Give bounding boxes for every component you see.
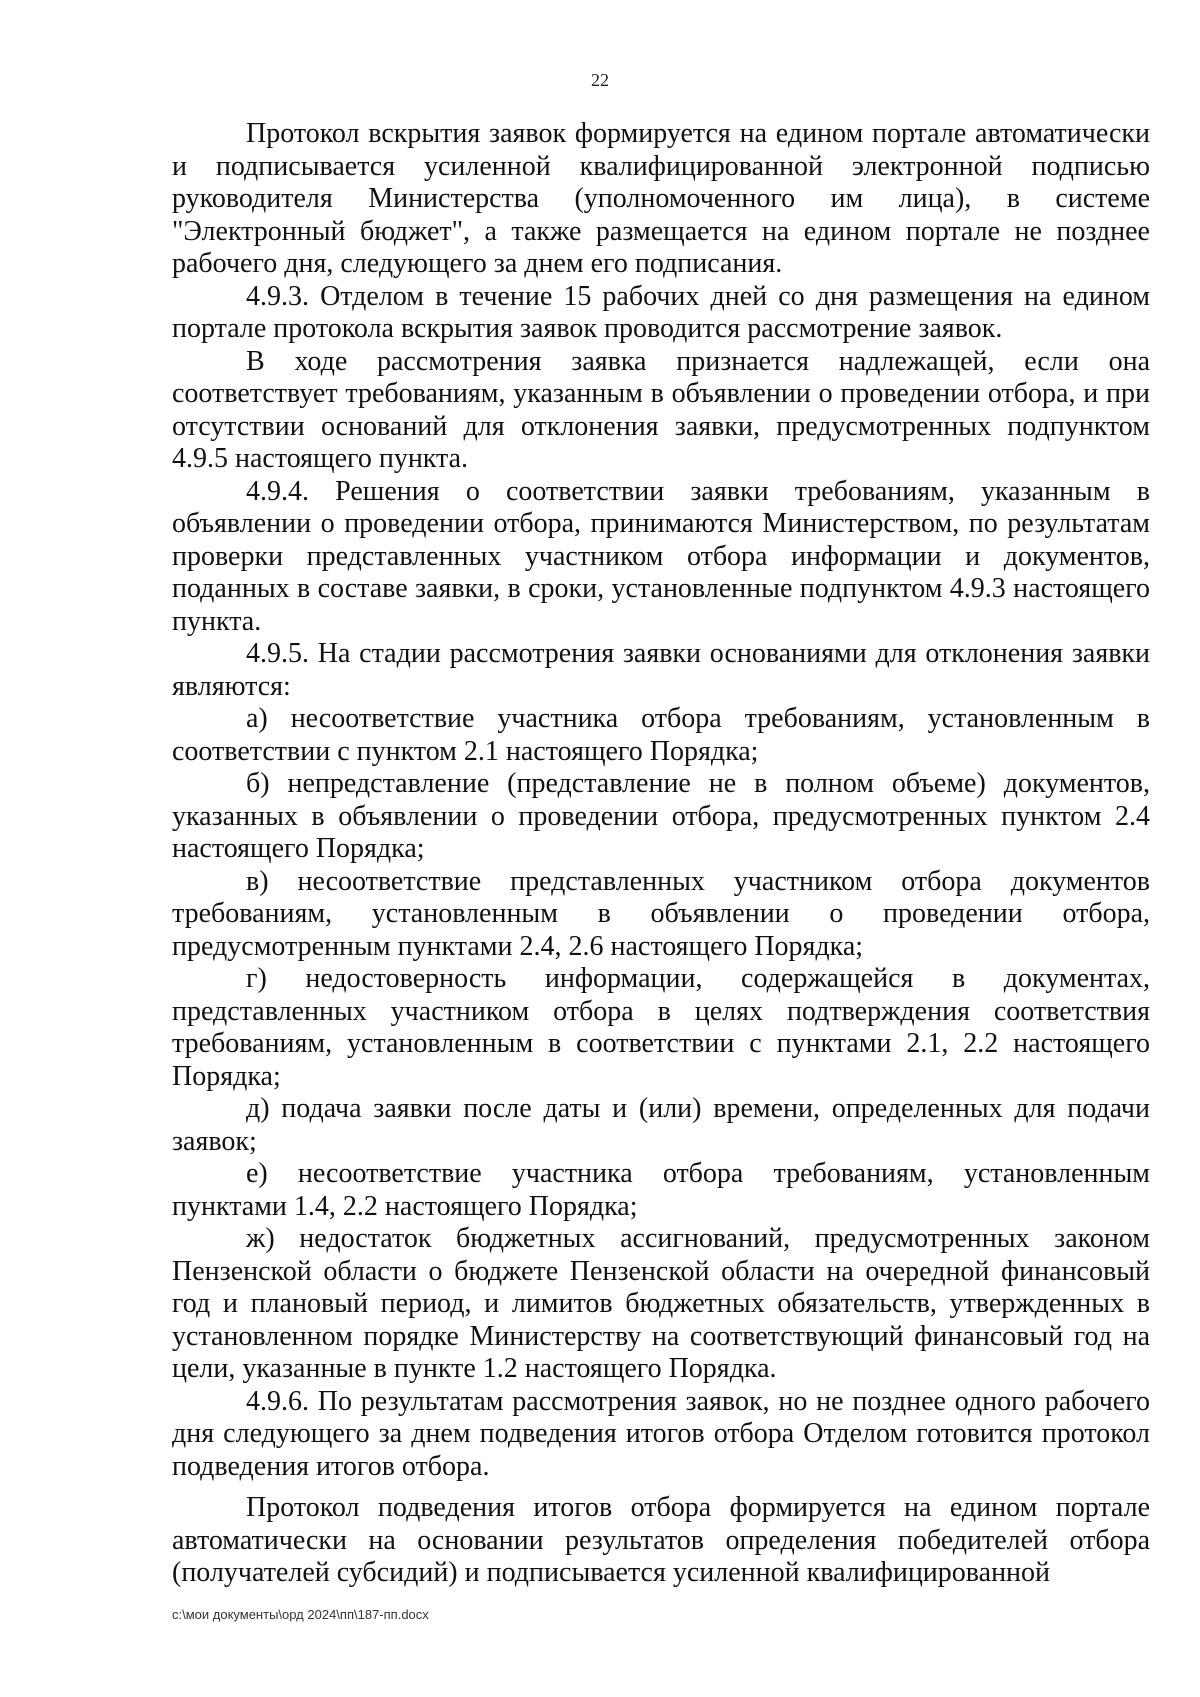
list-item: а) несоответствие участника отбора требованиям, установленным в соответствии с пунктом 2.1 настоящего Порядка; — [172, 703, 1150, 767]
paragraph: 4.9.4. Решения о соответствии заявки требованиям, указанным в объявлении о проведении отбора, принимаются Министерством, по результатам проверки представленных участником отбора информации и документов, поданных в составе заявки, в сроки, установленные подпунктом 4.9.3 настоящего пункта. — [172, 475, 1150, 637]
page-number: 22 — [591, 70, 609, 90]
list-item: ж) недостаток бюджетных ассигнований, предусмотренных законом Пензенской области о бюджете Пензенской области на очередной финансовый год и плановый период, и лимитов бюджетных обязательств, утвержденных в установленном порядке Министерству на соответствующий финансовый год на цели, указанные в пункте 1.2 настоящего Порядка. — [172, 1223, 1150, 1384]
file-path-footer: c:\мои документы\орд 2024\пп\187-пп.docx — [172, 1607, 429, 1622]
paragraph: Протокол вскрытия заявок формируется на едином портале автоматически и подписывается усиленной квалифицированной электронной подписью руководителя Министерства (уполномоченного им лица), в системе "Электронный бюджет", а также размещается на едином портале не позднее рабочего дня, следующего за днем его подписания. — [172, 118, 1150, 279]
paragraph: 4.9.3. Отделом в течение 15 рабочих дней со дня размещения на едином портале протокола вскрытия заявок проводится рассмотрение заявок. — [172, 280, 1150, 344]
paragraph: Протокол подведения итогов отбора формируется на едином портале автоматически на основании результатов определения победителей отбора (получателей субсидий) и подписывается усиленной квалифицированной — [172, 1492, 1150, 1588]
paragraph: 4.9.5. На стадии рассмотрения заявки основаниями для отклонения заявки являются: — [172, 638, 1150, 702]
list-item: б) непредставление (представление не в полном объеме) документов, указанных в объявлении о проведении отбора, предусмотренных пунктом 2.4 настоящего Порядка; — [172, 768, 1150, 864]
document-body — [172, 118, 1150, 1590]
list-item: в) несоответствие представленных участником отбора документов требованиям, установленным в объявлении о проведении отбора, предусмотренным пунктами 2.4, 2.6 настоящего Порядка; — [172, 865, 1150, 962]
list-item: е) несоответствие участника отбора требованиям, установленным пунктами 1.4, 2.2 настоящего Порядка; — [172, 1158, 1150, 1222]
list-item: г) недостоверность информации, содержащейся в документах, представленных участником отбора в целях подтверждения соответствия требованиям, установленным в соответствии с пунктами 2.1, 2.2 настоящего Порядка; — [172, 963, 1150, 1092]
paragraph: В ходе рассмотрения заявка признается надлежащей, если она соответствует требованиям, указанным в объявлении о проведении отбора, и при отсутствии оснований для отклонения заявки, предусмотренных подпунктом 4.9.5 настоящего пункта. — [172, 345, 1150, 474]
list-item: д) подача заявки после даты и (или) времени, определенных для подачи заявок; — [172, 1093, 1150, 1157]
paragraph: 4.9.6. По результатам рассмотрения заявок, но не позднее одного рабочего дня следующего за днем подведения итогов отбора Отделом готовится протокол подведения итогов отбора. — [172, 1385, 1150, 1482]
